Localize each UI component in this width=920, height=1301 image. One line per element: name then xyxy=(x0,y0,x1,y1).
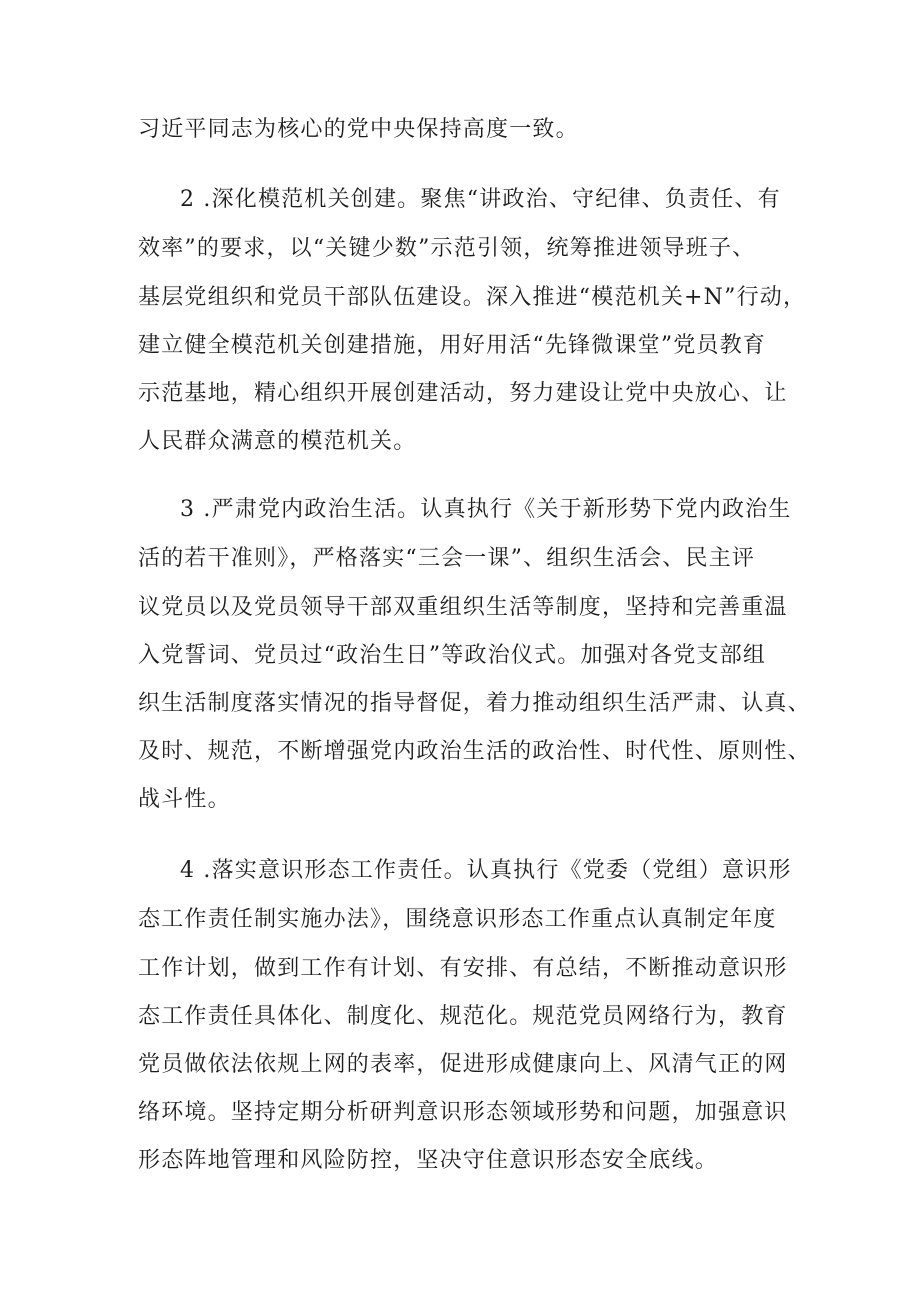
paragraph-4-line-4: 态工作责任具体化、制度化、规范化。规范党员网络行为，教育 xyxy=(138,1004,788,1029)
paragraph-3-line-1: 3 .严肃党内政治生活。认真执行《关于新形势下党内政治生 xyxy=(180,497,792,522)
paragraph-4-line-7: 形态阵地管理和风险防控，坚决守住意识形态安全底线。 xyxy=(138,1148,719,1173)
paragraph-3-line-5: 织生活制度落实情况的指导督促，着力推动组织生活严肃、认真、 xyxy=(138,691,811,716)
paragraph-4-line-3: 工作计划，做到工作有计划、有安排、有总结，不断推动意识形 xyxy=(138,956,788,981)
paragraph-1-line-1: 习近平同志为核心的党中央保持高度一致。 xyxy=(138,117,579,142)
paragraph-2-line-1: 2 .深化模范机关创建。聚焦“讲政治、守纪律、负责任、有 xyxy=(180,187,781,212)
paragraph-3-line-6: 及时、规范，不断增强党内政治生活的政治性、时代性、原则性、 xyxy=(138,739,811,764)
paragraph-4-line-5: 党员做依法依规上网的表率，促进形成健康向上、风清气正的网 xyxy=(138,1052,788,1077)
paragraph-2-line-2: 效率”的要求，以“关键少数”示范引领，统筹推进领导班子、 xyxy=(138,236,756,261)
paragraph-2-line-4: 建立健全模范机关创建措施，用好用活“先锋微课堂”党员教育 xyxy=(138,333,767,358)
paragraph-2-line-3: 基层党组织和党员干部队伍建设。深入推进“模范机关+N”行动， xyxy=(138,285,807,310)
paragraph-4-line-6: 络环境。坚持定期分析研判意识形态领域形势和问题，加强意识 xyxy=(138,1100,788,1125)
paragraph-4-line-1: 4 .落实意识形态工作责任。认真执行《党委（党组）意识形 xyxy=(180,858,792,883)
paragraph-3-line-3: 议党员以及党员领导干部双重组织生活等制度，坚持和完善重温 xyxy=(138,595,788,620)
paragraph-2-line-5: 示范基地，精心组织开展创建活动，努力建设让党中央放心、让 xyxy=(138,381,788,406)
paragraph-2-line-6: 人民群众满意的模范机关。 xyxy=(138,429,417,454)
paragraph-3-line-7: 战斗性。 xyxy=(138,787,231,812)
paragraph-3-line-2: 活的若干准则》，严格落实“三会一课”、组织生活会、民主评 xyxy=(138,546,756,571)
paragraph-4-line-2: 态工作责任制实施办法》，围绕意识形态工作重点认真制定年度 xyxy=(138,907,777,932)
paragraph-3-line-4: 入党誓词、党员过“政治生日”等政治仪式。加强对各党支部组 xyxy=(138,643,767,668)
